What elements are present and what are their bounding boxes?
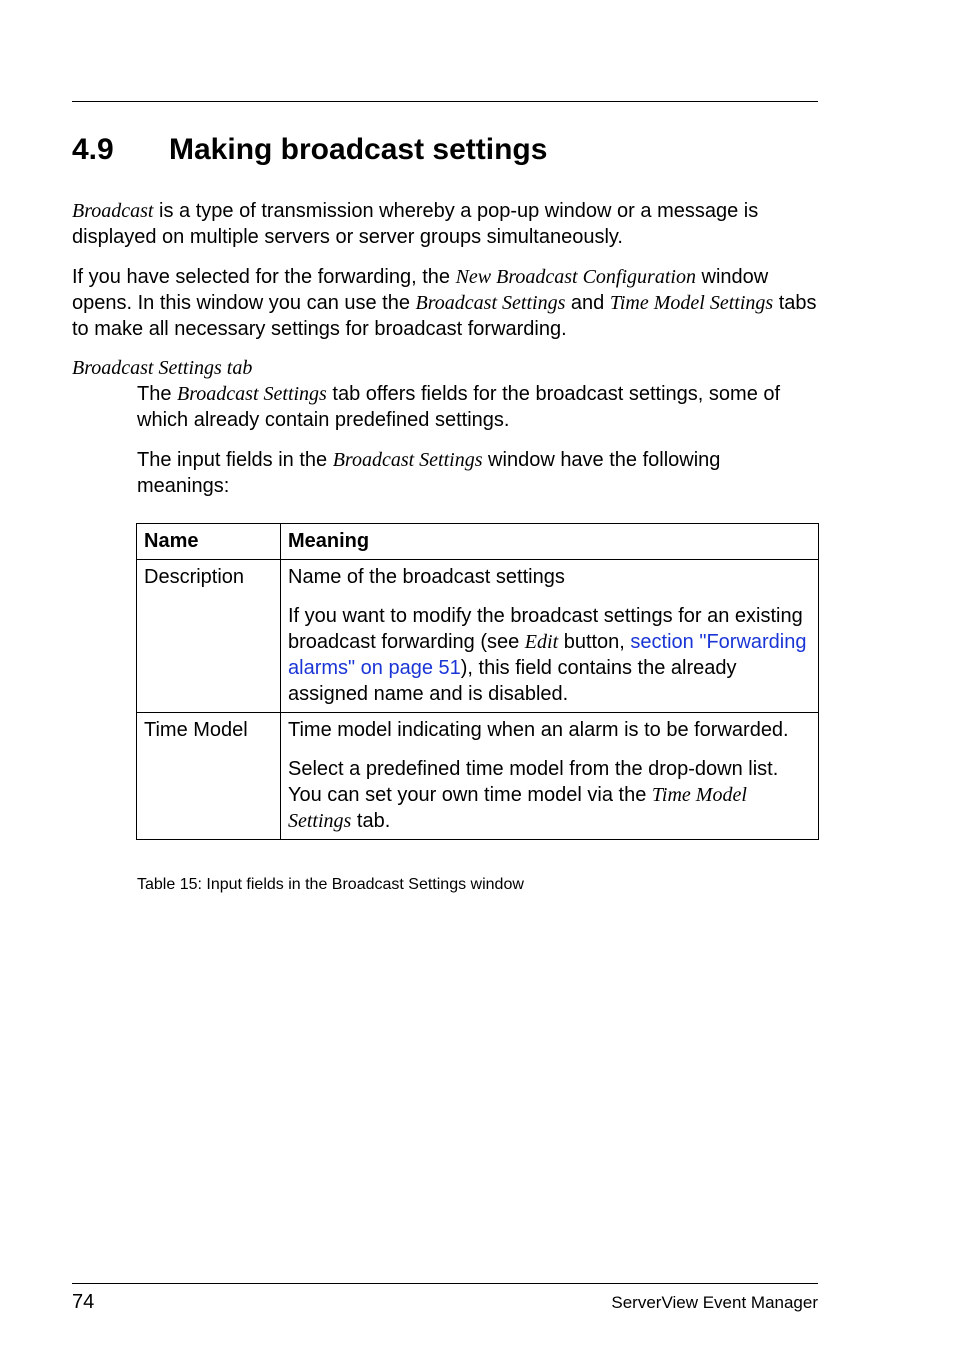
- header-rule: [72, 101, 818, 102]
- term-broadcast-settings: Broadcast Settings: [177, 383, 327, 405]
- intro-p2-text-a: If you have selected for the forwarding, the: [72, 266, 456, 288]
- intro-paragraph-2: [72, 264, 818, 342]
- intro-paragraph-1-text: is a type of transmission whereby a pop-up window or a message is displayed on multiple servers or server groups simultaneously.: [72, 200, 759, 248]
- term-broadcast: Broadcast: [72, 200, 154, 222]
- term-time-model-settings: Time Model Settings: [609, 292, 774, 314]
- term-new-broadcast-configuration: New Broadcast Configuration: [455, 266, 696, 288]
- cell-name: Time Model: [137, 713, 281, 840]
- footer-rule: [72, 1283, 818, 1284]
- tab-p1-text-a: The: [137, 383, 178, 405]
- tab-p2-text-b: window have the following meanings:: [137, 449, 721, 497]
- term-time-model-settings: Time Model Settings: [288, 784, 747, 832]
- meaning-detail: [288, 603, 812, 707]
- meaning-text-b: button,: [558, 631, 631, 653]
- table-caption: Table 15: Input fields in the Broadcast Settings window: [137, 876, 524, 893]
- cell-meaning: [281, 713, 819, 840]
- header-name: Name: [137, 524, 281, 560]
- input-fields-table: [136, 523, 819, 840]
- meaning-text-a: If you want to modify the broadcast settings for an existing broadcast forwarding (see: [288, 605, 803, 653]
- intro-p2-text-c: and: [565, 292, 610, 314]
- subsection-label: Broadcast Settings tab: [72, 357, 253, 379]
- page-number: 74: [72, 1291, 95, 1313]
- meaning-line: Name of the broadcast settings: [288, 566, 565, 588]
- term-broadcast-settings: Broadcast Settings: [332, 449, 483, 471]
- term-edit: Edit: [524, 631, 559, 653]
- meaning-text-c: ), this field contains the already assigned name and is disabled.: [288, 657, 737, 705]
- table-header-row: [137, 524, 819, 560]
- tab-paragraph-1: [137, 381, 818, 433]
- intro-p2-text-b: window opens. In this window you can use the: [72, 266, 769, 314]
- section-title: Making broadcast settings: [169, 133, 548, 166]
- forwarding-alarms-link[interactable]: section "Forwarding alarms" on page 51: [288, 631, 807, 679]
- cell-meaning: [281, 560, 819, 713]
- header-meaning: Meaning: [281, 524, 819, 560]
- term-broadcast-settings: Broadcast Settings: [415, 292, 566, 314]
- section-number: 4.9: [72, 133, 114, 166]
- meaning-text-b: tab.: [351, 810, 391, 832]
- meaning-line: Time model indicating when an alarm is to be forwarded.: [288, 719, 789, 741]
- intro-p2-text-d: tabs to make all necessary settings for broadcast forwarding.: [72, 292, 817, 340]
- intro-paragraph-1: [72, 198, 818, 250]
- tab-paragraph-2: [137, 447, 818, 499]
- meaning-detail: [288, 756, 812, 834]
- table-row: [137, 560, 819, 713]
- tab-p2-text-a: The input fields in the: [137, 449, 333, 471]
- table-row: [137, 713, 819, 840]
- footer-product-name: ServerView Event Manager: [611, 1293, 818, 1312]
- section-heading: [72, 130, 547, 170]
- meaning-text-a: Select a predefined time model from the drop-down list. You can set your own time model via the: [288, 758, 779, 806]
- tab-p1-text-b: tab offers fields for the broadcast settings, some of which already contain predefined settings.: [137, 383, 781, 431]
- cell-name: Description: [137, 560, 281, 713]
